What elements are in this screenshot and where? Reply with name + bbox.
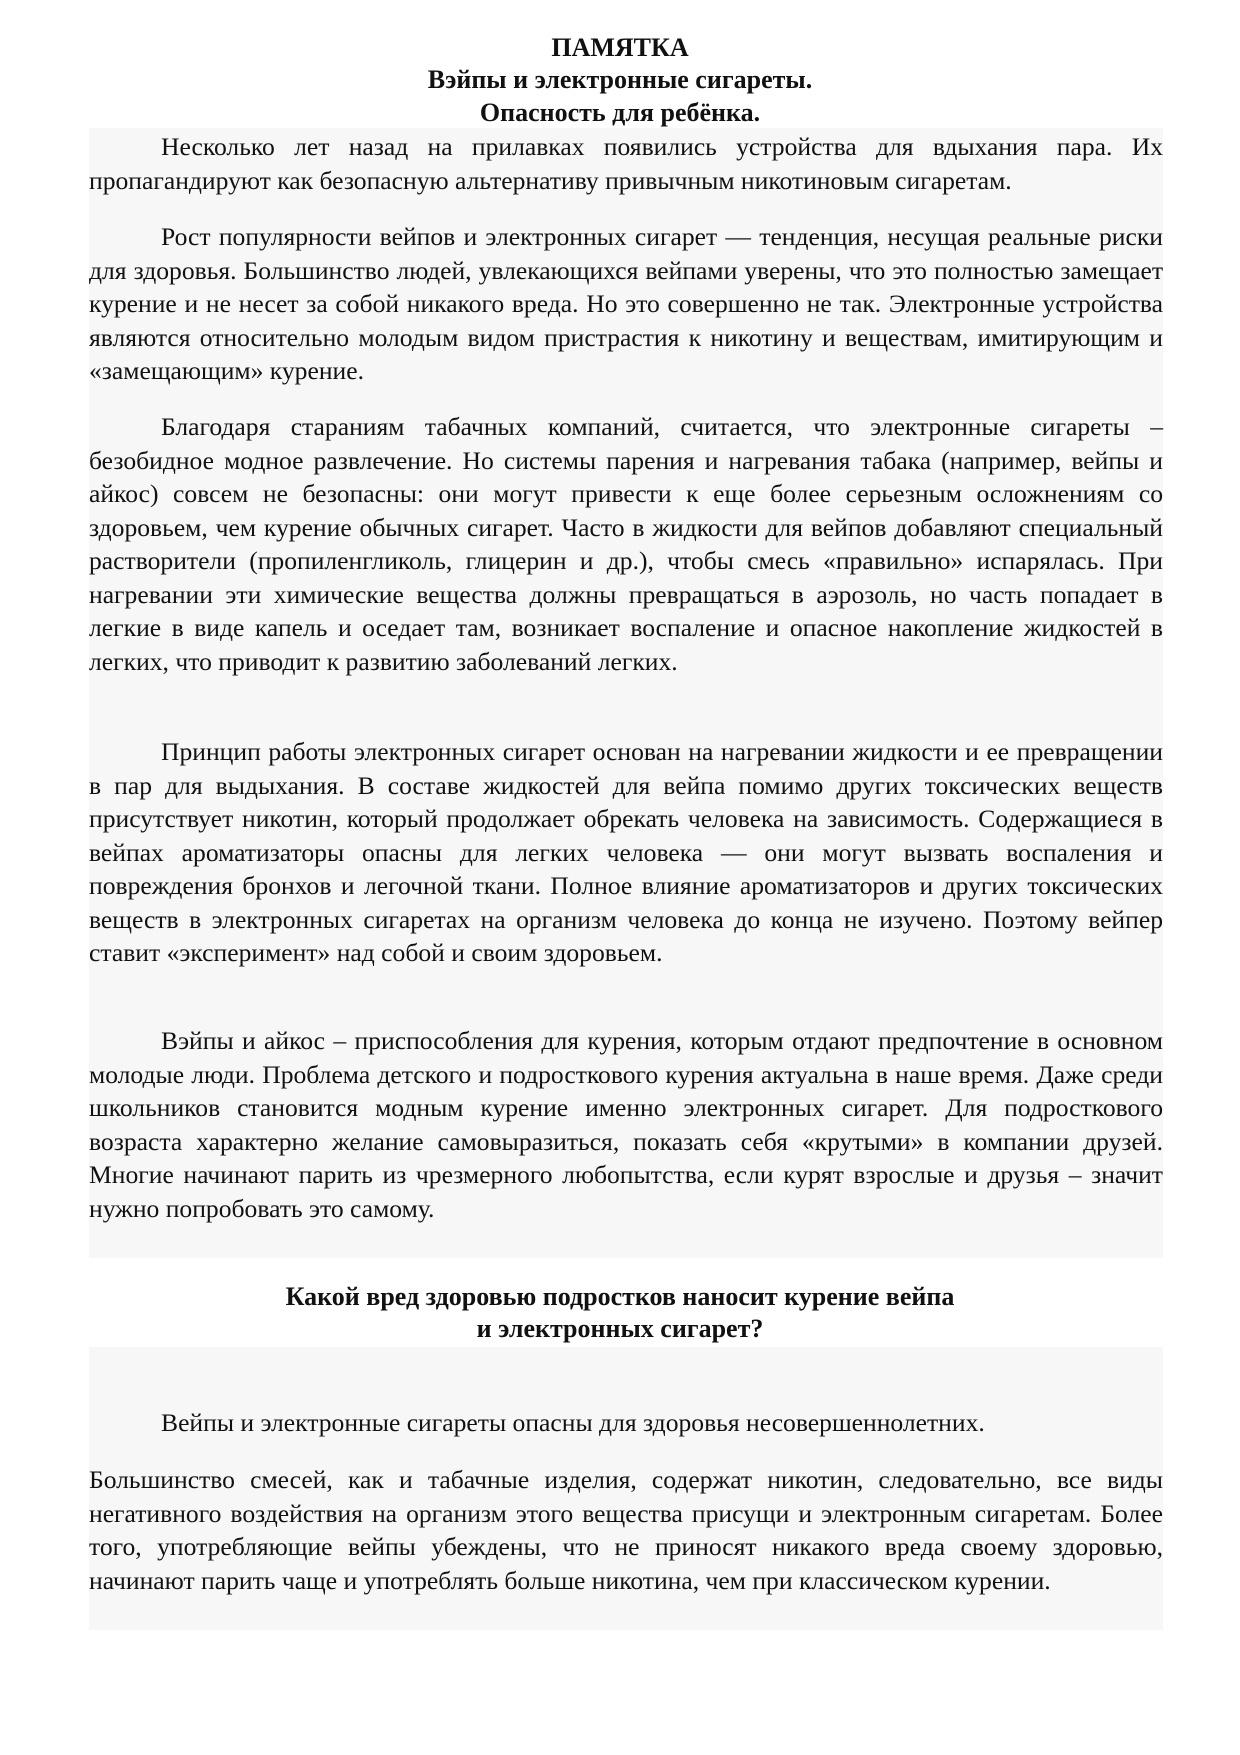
document-subtitle-2: Опасность для ребёнка. bbox=[479, 98, 761, 127]
section-heading-2: и электронных сигарет? bbox=[476, 1314, 764, 1343]
paragraph-tobacco-companies: Благодаря стараниям табачных компаний, считается, что электронные сигареты – безобидное модное развлечение. Но системы парения и нагревания табака (например, вейпы и айкос) совсем не безопасны: они могут привести к еще более серьезным осложнениям со здоровьем, чем курение обычных сигарет. Часто в жидкости для вейпов добавляют специальный растворители (пропиленгликоль, глицерин и др.), чтобы смесь «правильно» испарялась. При нагревании эти химические вещества должны превращаться в аэрозоль, но часть попадает в легкие в виде капель и оседает там, возникает воспаление и опасное накопление жидкостей в легких, что приводит к развитию заболеваний легких. bbox=[89, 412, 1163, 676]
document-subtitle: Вэйпы и электронные сигареты. bbox=[427, 65, 813, 94]
paragraph-intro: Несколько лет назад на прилавках появились устройства для вдыхания пара. Их пропагандируют как безопасную альтернативу привычным никотиновым сигаретам. bbox=[89, 132, 1163, 195]
paragraph-nicotine: Большинство смесей, как и табачные изделия, содержат никотин, следовательно, все виды негативного воздействия на организм этого вещества присущи и электронным сигаретам. Более того, употребляющие вейпы убеждены, что не приносят никакого вреда своему здоровью, начинают парить чаще и употреблять больше никотина, чем при классическом курении. bbox=[89, 1465, 1163, 1595]
paragraph-principle: Принцип работы электронных сигарет основан на нагревании жидкости и ее превращении в пар для выдыхания. В составе жидкостей для вейпа помимо других токсических веществ присутствует никотин, который продолжает обрекать человека на зависимость. Содержащиеся в вейпах ароматизаторы опасны для легких человека — они могут вызвать воспаления и повреждения бронхов и легочной ткани. Полное влияние ароматизаторов и других токсических веществ в электронных сигаретах на организм человека до конца не изучено. Поэтому вейпер ставит «эксперимент» над собой и своим здоровьем. bbox=[89, 737, 1163, 967]
paragraph-youth: Вэйпы и айкос – приспособления для курения, которым отдают предпочтение в основном молодые люди. Проблема детского и подросткового курения актуальна в наше время. Даже среди школьников становится модным курение именно электронных сигарет. Для подросткового возраста характерно желание самовыразиться, показать себя «крутыми» в компании друзей. Многие начинают парить из чрезмерного любопытства, если курят взрослые и друзья – значит нужно попробовать это самому. bbox=[89, 1026, 1163, 1223]
section-heading: Какой вред здоровью подростков наносит курение вейпа bbox=[285, 1282, 955, 1311]
document-title: ПАМЯТКА bbox=[551, 33, 689, 62]
paragraph-popularity: Рост популярности вейпов и электронных сигарет — тенденция, несущая реальные риски для здоровья. Большинство людей, увлекающихся вейпами уверены, что это полностью замещает курение и не несет за собой никакого вреда. Но это совершенно не так. Электронные устройства являются относительно молодым видом пристрастия к никотину и веществам, имитирующим и «замещающим» курение. bbox=[89, 222, 1163, 385]
paragraph-danger: Вейпы и электронные сигареты опасны для здоровья несовершеннолетних. bbox=[161, 1408, 985, 1437]
